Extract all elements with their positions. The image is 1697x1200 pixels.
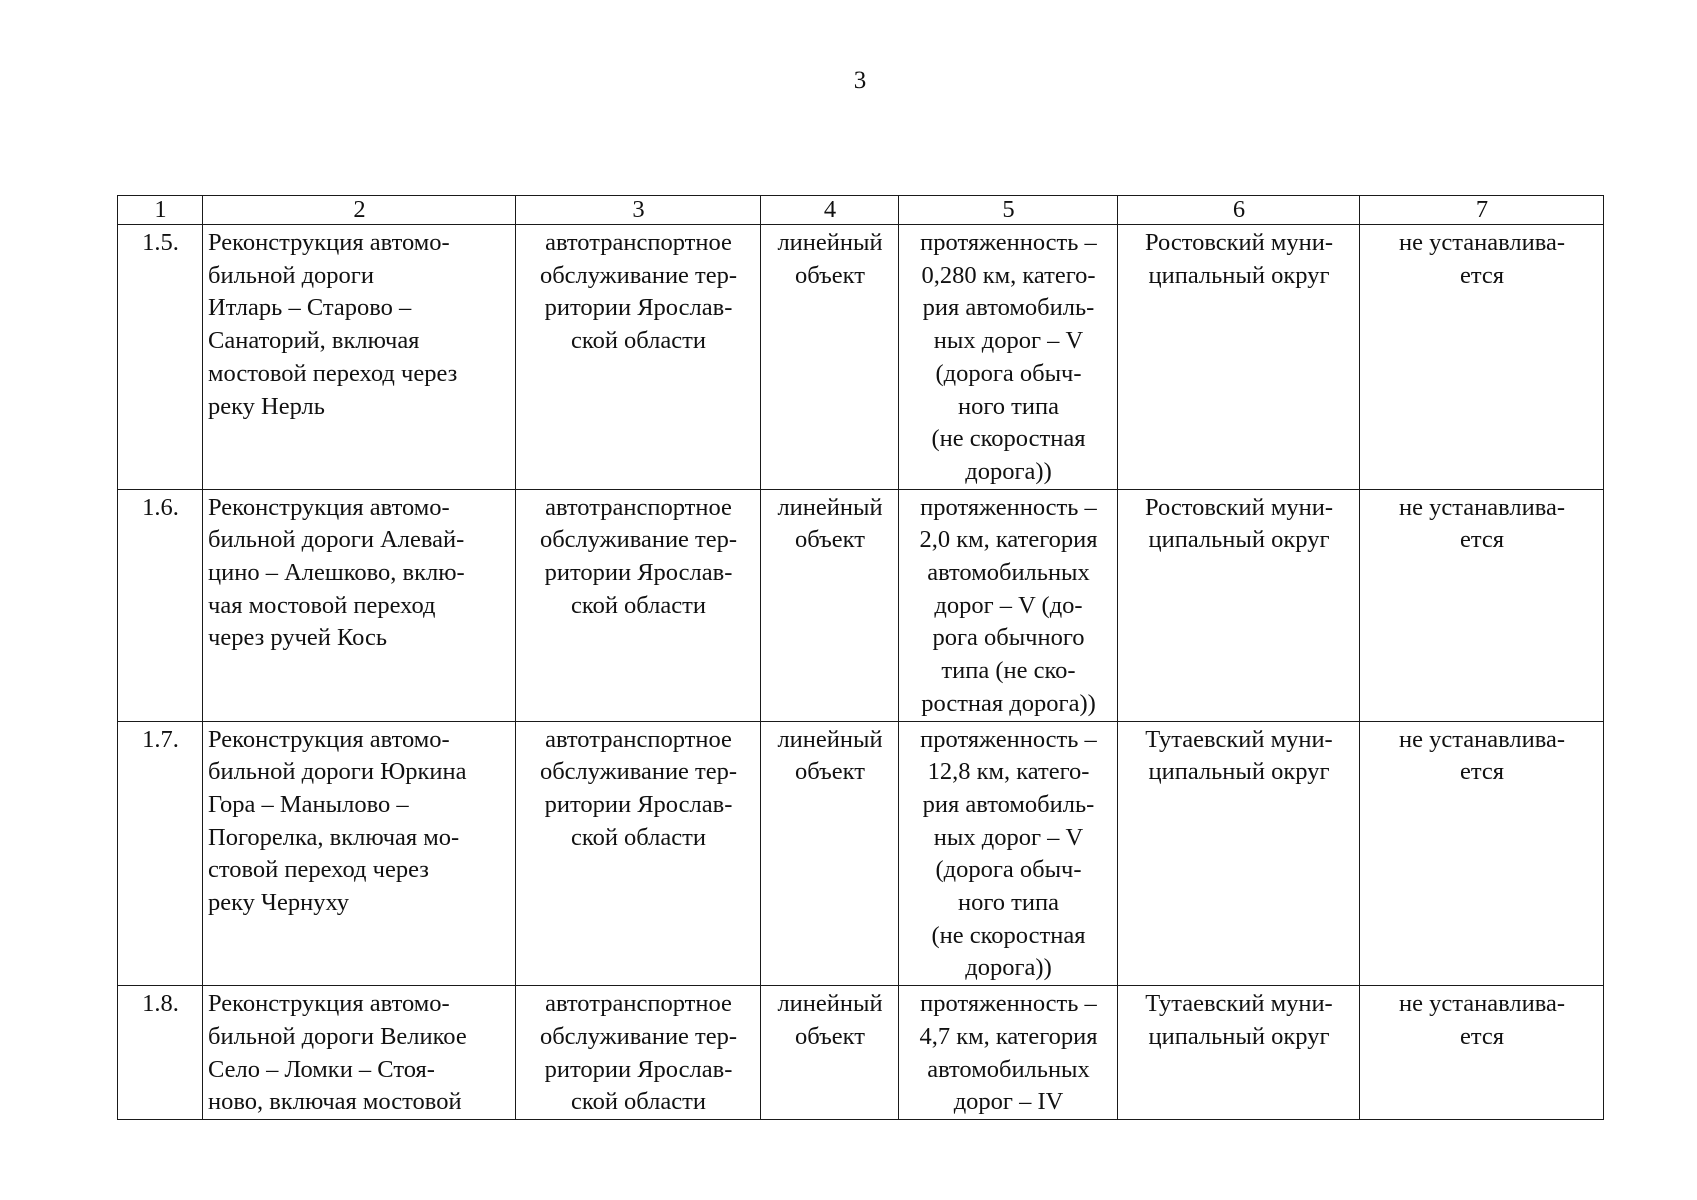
column-number-3: 3 xyxy=(516,196,761,225)
object-name-cell xyxy=(203,489,516,721)
location-cell xyxy=(1118,489,1360,721)
object-type: линейный объект xyxy=(777,725,883,786)
purpose-cell xyxy=(516,986,761,1120)
object-characteristics: протяженность – 2,0 км, категория автомобильных дорог – V (до- рога обычного типа (не ско- ростная дорога)) xyxy=(919,493,1098,717)
column-number-2: 2 xyxy=(203,196,516,225)
object-location: Тутаевский муни- ципальный округ xyxy=(1145,725,1333,786)
row-number: 1.6. xyxy=(142,493,179,521)
column-number-7: 7 xyxy=(1360,196,1604,225)
object-name: Реконструкция автомо- бильной дороги Итларь – Старово – Санаторий, включая мостовой переход через реку Нерль xyxy=(208,229,458,420)
row-number: 1.8. xyxy=(142,990,179,1018)
object-purpose: автотранспортное обслуживание тер- ритории Ярослав- ской области xyxy=(539,493,738,619)
objects-table xyxy=(117,195,1604,1120)
characteristics-cell xyxy=(899,721,1118,986)
column-number-1: 1 xyxy=(118,196,203,225)
object-zone: не устанавлива- ется xyxy=(1399,493,1565,554)
object-purpose: автотранспортное обслуживание тер- ритории Ярослав- ской области xyxy=(539,725,738,851)
object-name-cell xyxy=(203,986,516,1120)
row-number-cell xyxy=(118,721,203,986)
characteristics-cell xyxy=(899,489,1118,721)
object-type-cell xyxy=(761,986,899,1120)
object-characteristics: протяженность – 0,280 км, катего- рия автомобиль- ных дорог – V (дорога обыч- ного типа (не скоростная дорога)) xyxy=(920,229,1097,485)
object-location: Ростовский муни- ципальный округ xyxy=(1144,493,1334,554)
table-row xyxy=(118,721,1604,986)
table-row xyxy=(118,489,1604,721)
purpose-cell xyxy=(516,489,761,721)
characteristics-cell xyxy=(899,986,1118,1120)
table-row xyxy=(118,986,1604,1120)
zone-cell xyxy=(1360,721,1604,986)
object-type: линейный объект xyxy=(777,229,883,289)
object-location: Ростовский муни- ципальный округ xyxy=(1144,229,1334,289)
page-number: 3 xyxy=(853,67,867,94)
object-zone: не устанавлива- ется xyxy=(1399,990,1565,1050)
zone-cell xyxy=(1360,489,1604,721)
row-number-cell xyxy=(118,225,203,490)
object-name-cell xyxy=(203,721,516,986)
object-name: Реконструкция автомо- бильной дороги Юркина Гора – Манылово – Погорелка, включая мо- стовой переход через реку Чернуху xyxy=(208,725,467,917)
object-zone: не устанавлива- ется xyxy=(1399,725,1565,786)
table-header-row xyxy=(118,196,1604,225)
column-number-6: 6 xyxy=(1118,196,1360,225)
location-cell xyxy=(1118,721,1360,986)
column-number-5: 5 xyxy=(899,196,1118,225)
object-name: Реконструкция автомо- бильной дороги Алевай- цино – Алешково, вклю- чая мостовой переход через ручей Кось xyxy=(208,493,465,652)
row-number: 1.5. xyxy=(142,229,179,256)
object-name-cell xyxy=(203,225,516,490)
object-purpose: автотранспортное обслуживание тер- ритории Ярослав- ской области xyxy=(539,990,738,1116)
object-type-cell xyxy=(761,721,899,986)
row-number-cell xyxy=(118,986,203,1120)
zone-cell xyxy=(1360,225,1604,490)
row-number: 1.7. xyxy=(142,725,179,753)
object-type: линейный объект xyxy=(777,493,883,554)
location-cell xyxy=(1118,986,1360,1120)
purpose-cell xyxy=(516,225,761,490)
object-name: Реконструкция автомо- бильной дороги Великое Село – Ломки – Стоя- ново, включая мостовой xyxy=(208,990,467,1116)
characteristics-cell xyxy=(899,225,1118,490)
object-location: Тутаевский муни- ципальный округ xyxy=(1145,990,1333,1050)
object-type-cell xyxy=(761,489,899,721)
object-type-cell xyxy=(761,225,899,490)
object-type: линейный объект xyxy=(777,990,883,1050)
purpose-cell xyxy=(516,721,761,986)
row-number-cell xyxy=(118,489,203,721)
table-row xyxy=(118,225,1604,490)
zone-cell xyxy=(1360,986,1604,1120)
object-characteristics: протяженность – 12,8 км, катего- рия автомобиль- ных дорог – V (дорога обыч- ного типа (не скоростная дорога)) xyxy=(920,725,1097,982)
column-number-4: 4 xyxy=(761,196,899,225)
object-purpose: автотранспортное обслуживание тер- ритории Ярослав- ской области xyxy=(539,229,738,355)
object-zone: не устанавлива- ется xyxy=(1399,229,1565,289)
location-cell xyxy=(1118,225,1360,490)
object-characteristics: протяженность – 4,7 км, категория автомобильных дорог – IV xyxy=(919,990,1098,1116)
